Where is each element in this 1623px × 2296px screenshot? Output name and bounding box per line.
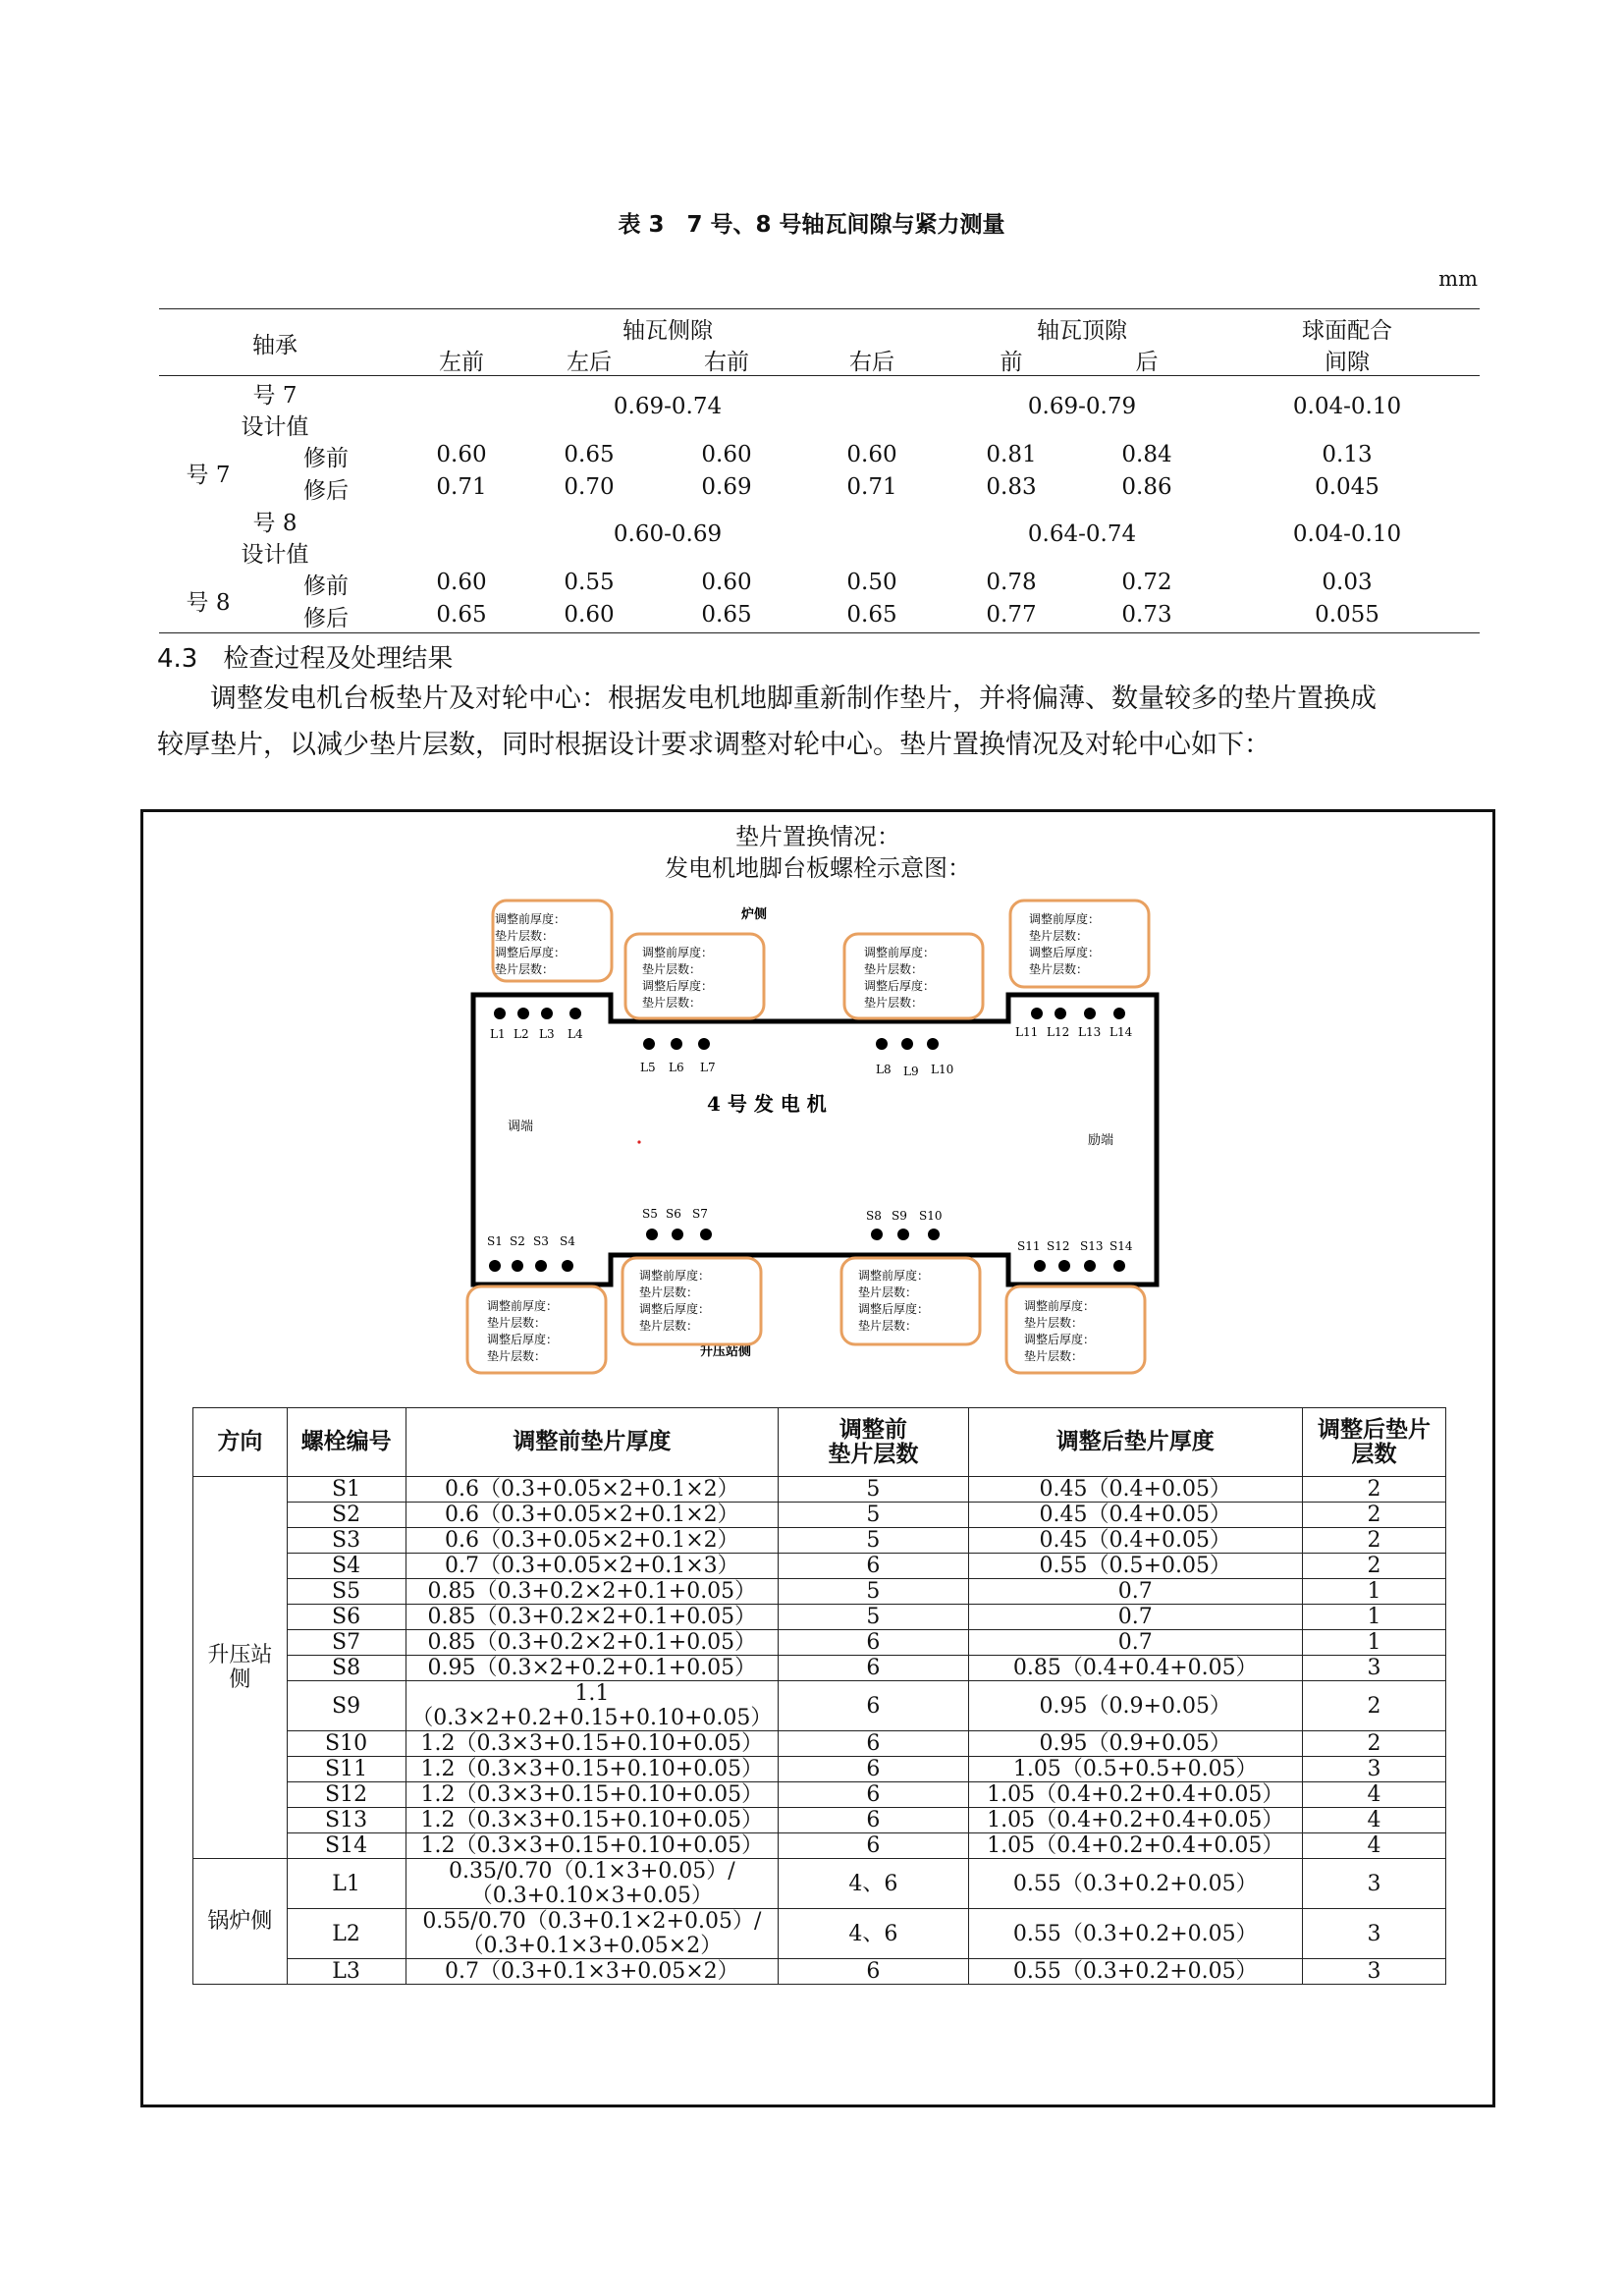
table3-cell: 0.69-0.74 <box>613 394 723 419</box>
before-layers-cell: 6 <box>779 1782 968 1808</box>
table3-cell: 0.77 <box>986 602 1037 628</box>
table3-cell: 号 7 <box>252 383 298 409</box>
box-text: 调整后厚度： <box>1024 1333 1096 1346</box>
before-thickness-cell: 0.6（0.3+0.05×2+0.1×2） <box>406 1477 779 1503</box>
before-layers-cell: 5 <box>779 1605 968 1630</box>
table-row <box>193 1630 1446 1656</box>
table-row <box>193 1477 1446 1503</box>
after-layers-cell: 1 <box>1302 1605 1445 1630</box>
box-text: 垫片层数： <box>1024 1316 1084 1330</box>
box-text: 调整后厚度： <box>487 1333 559 1346</box>
box-text: 调整后厚度： <box>639 1302 711 1316</box>
bolt-label: L5 <box>640 1061 656 1074</box>
table3-sub-header: 右前 <box>704 350 749 375</box>
box-text: 垫片层数： <box>858 1285 918 1299</box>
table3-cell: 设计值 <box>241 542 309 568</box>
bolt-dot <box>927 1038 939 1050</box>
table3-sub-header: 左后 <box>567 350 612 375</box>
bolt-dot <box>928 1229 940 1240</box>
after-thickness-cell: 0.45（0.4+0.05） <box>968 1477 1302 1503</box>
box-text: 垫片层数： <box>858 1319 918 1333</box>
table3-cell: 设计值 <box>241 414 309 440</box>
table3-row-label: 修后 <box>303 478 349 504</box>
bolt-dot <box>698 1038 710 1050</box>
bolt-label: S13 <box>1080 1239 1104 1253</box>
box-text: 调整后厚度： <box>864 979 936 993</box>
bolt-label: S4 <box>560 1234 575 1248</box>
after-layers-cell: 3 <box>1302 1757 1445 1782</box>
table-row <box>193 1959 1446 1985</box>
box-text: 垫片层数： <box>864 962 924 976</box>
table3-ball-header-2: 间隙 <box>1325 350 1370 375</box>
before-layers-cell: 6 <box>779 1656 968 1681</box>
table3-cell: 0.045 <box>1315 474 1380 500</box>
header-after-layers: 调整后垫片 层数 <box>1302 1408 1445 1477</box>
after-thickness-cell: 0.95（0.9+0.05） <box>968 1731 1302 1757</box>
after-thickness-cell: 0.55（0.3+0.2+0.05） <box>968 1909 1302 1959</box>
before-thickness-cell: 1.2（0.3×3+0.15+0.10+0.05） <box>406 1808 779 1833</box>
before-layers-cell: 6 <box>779 1808 968 1833</box>
after-thickness-cell: 0.7 <box>968 1630 1302 1656</box>
table3-cell: 0.65 <box>846 602 897 628</box>
box-text: 垫片层数： <box>639 1319 699 1333</box>
left-end-label: 调端 <box>508 1120 534 1134</box>
after-thickness-cell: 1.05（0.4+0.2+0.4+0.05） <box>968 1808 1302 1833</box>
before-thickness-cell: 0.6（0.3+0.05×2+0.1×2） <box>406 1503 779 1528</box>
box-text: 调整后厚度： <box>495 946 567 959</box>
bolt-dot <box>535 1260 547 1272</box>
after-layers-cell: 4 <box>1302 1833 1445 1859</box>
bolt-label: L4 <box>568 1027 583 1041</box>
bolt-dot <box>1034 1260 1046 1272</box>
marker-dot <box>637 1140 640 1143</box>
table3-cell: 0.13 <box>1322 442 1373 467</box>
header-before-thickness: 调整前垫片厚度 <box>406 1408 779 1477</box>
before-layers-cell: 6 <box>779 1554 968 1579</box>
before-thickness-cell: 1.1（0.3×2+0.2+0.15+0.10+0.05） <box>406 1681 779 1731</box>
table3-cell: 0.64-0.74 <box>1027 521 1137 547</box>
table3-cell: 0.04-0.10 <box>1292 521 1402 547</box>
table3-cell: 0.73 <box>1121 602 1172 628</box>
box-text: 垫片层数： <box>642 996 702 1010</box>
bolt-no-cell: S10 <box>287 1731 406 1757</box>
after-thickness-cell: 0.7 <box>968 1605 1302 1630</box>
bolt-label: L12 <box>1047 1025 1070 1039</box>
table3-sub-header: 前 <box>1000 350 1023 375</box>
after-thickness-cell: 0.45（0.4+0.05） <box>968 1528 1302 1554</box>
bolt-label: L3 <box>539 1027 555 1041</box>
table-row <box>193 1681 1446 1731</box>
before-thickness-cell: 1.2（0.3×3+0.15+0.10+0.05） <box>406 1833 779 1859</box>
before-thickness-cell: 0.7（0.3+0.05×2+0.1×3） <box>406 1554 779 1579</box>
bolt-no-cell: S14 <box>287 1833 406 1859</box>
bolt-dot <box>1113 1260 1125 1272</box>
after-layers-cell: 3 <box>1302 1959 1445 1985</box>
bolt-label: S14 <box>1109 1239 1133 1253</box>
table3-cell: 号 8 <box>252 511 298 536</box>
table3-sub-header: 左前 <box>439 350 484 375</box>
table3-cell: 0.65 <box>701 602 752 628</box>
bolt-no-cell: S6 <box>287 1605 406 1630</box>
table3-cell: 0.50 <box>846 570 897 595</box>
table-row <box>193 1731 1446 1757</box>
box-text: 垫片层数： <box>1024 1349 1084 1363</box>
after-thickness-cell: 0.7 <box>968 1579 1302 1605</box>
box-text: 调整前厚度： <box>487 1299 559 1313</box>
shim-table <box>192 1407 1446 1985</box>
after-layers-cell: 3 <box>1302 1909 1445 1959</box>
table3-ball-header-1: 球面配合 <box>1302 318 1392 344</box>
table3-cell: 0.60-0.69 <box>613 521 723 547</box>
bolt-dot <box>871 1229 883 1240</box>
after-thickness-cell: 0.95（0.9+0.05） <box>968 1681 1302 1731</box>
bolt-no-cell: S1 <box>287 1477 406 1503</box>
after-thickness-cell: 0.55（0.3+0.2+0.05） <box>968 1959 1302 1985</box>
box-text: 垫片层数： <box>495 962 555 976</box>
bolt-label: S6 <box>666 1207 681 1221</box>
bolt-dot <box>1084 1008 1096 1019</box>
before-layers-cell: 5 <box>779 1528 968 1554</box>
figure-caption: 垫片置换情况： <box>735 823 900 850</box>
before-layers-cell: 6 <box>779 1630 968 1656</box>
after-thickness-cell: 0.55（0.3+0.2+0.05） <box>968 1859 1302 1909</box>
table3-cell: 0.86 <box>1121 474 1172 500</box>
bolt-dot <box>1055 1008 1066 1019</box>
bolt-dot <box>562 1260 573 1272</box>
bolt-dot <box>643 1038 655 1050</box>
after-layers-cell: 4 <box>1302 1782 1445 1808</box>
table-row <box>193 1656 1446 1681</box>
table-row <box>193 1757 1446 1782</box>
header-before-layers: 调整前 垫片层数 <box>779 1408 968 1477</box>
before-layers-cell: 6 <box>779 1757 968 1782</box>
paragraph-line: 调整发电机台板垫片及对轮中心：根据发电机地脚重新制作垫片，并将偏薄、数量较多的垫片置换成 <box>157 683 1377 714</box>
box-text: 调整前厚度： <box>1029 912 1101 926</box>
table-row <box>193 1579 1446 1605</box>
bolt-dot <box>512 1260 523 1272</box>
box-text: 垫片层数： <box>639 1285 699 1299</box>
bolt-dot <box>1058 1260 1070 1272</box>
table-row <box>193 1528 1446 1554</box>
bolt-label: S12 <box>1047 1239 1070 1253</box>
table3-cell: 0.78 <box>986 570 1037 595</box>
bolt-label: L11 <box>1015 1025 1039 1039</box>
table3-cell: 0.72 <box>1121 570 1172 595</box>
box-text: 调整前厚度： <box>1024 1299 1096 1313</box>
table3-cell: 0.84 <box>1121 442 1172 467</box>
bolt-dot <box>541 1008 553 1019</box>
table-row <box>193 1605 1446 1630</box>
after-thickness-cell: 1.05（0.4+0.2+0.4+0.05） <box>968 1782 1302 1808</box>
bolt-label: S7 <box>692 1207 708 1221</box>
table3-side-header: 轴瓦侧隙 <box>622 318 713 344</box>
before-thickness-cell: 0.6（0.3+0.05×2+0.1×2） <box>406 1528 779 1554</box>
table3-group-label: 号 8 <box>186 590 231 616</box>
before-thickness-cell: 0.55/0.70（0.3+0.1×2+0.05）/ （0.3+0.1×3+0.05×2） <box>406 1909 779 1959</box>
bolt-no-cell: S2 <box>287 1503 406 1528</box>
bolt-dot <box>901 1038 913 1050</box>
bolt-dot <box>876 1038 888 1050</box>
after-thickness-cell: 1.05（0.5+0.5+0.05） <box>968 1757 1302 1782</box>
before-layers-cell: 4、6 <box>779 1859 968 1909</box>
after-layers-cell: 4 <box>1302 1808 1445 1833</box>
bolt-no-cell: S9 <box>287 1681 406 1731</box>
after-layers-cell: 1 <box>1302 1579 1445 1605</box>
after-thickness-cell: 0.45（0.4+0.05） <box>968 1503 1302 1528</box>
table3-row-label: 修前 <box>303 446 349 471</box>
figure-caption: 发电机地脚台板螺栓示意图： <box>665 854 971 882</box>
table-row <box>193 1833 1446 1859</box>
box-text: 垫片层数： <box>1029 929 1089 943</box>
before-thickness-cell: 0.7（0.3+0.1×3+0.05×2） <box>406 1959 779 1985</box>
paragraph-line: 较厚垫片，以减少垫片层数，同时根据设计要求调整对轮中心。垫片置换情况及对轮中心如下： <box>157 730 1271 760</box>
after-layers-cell: 2 <box>1302 1554 1445 1579</box>
bolt-no-cell: S12 <box>287 1782 406 1808</box>
table3-cell: 0.055 <box>1315 602 1380 628</box>
table-row <box>193 1859 1446 1909</box>
bolt-dot <box>494 1008 506 1019</box>
after-layers-cell: 2 <box>1302 1503 1445 1528</box>
bolt-no-cell: S7 <box>287 1630 406 1656</box>
table3-row-label: 修后 <box>303 606 349 631</box>
before-layers-cell: 6 <box>779 1681 968 1731</box>
before-thickness-cell: 1.2（0.3×3+0.15+0.10+0.05） <box>406 1782 779 1808</box>
table-row <box>193 1909 1446 1959</box>
bolt-label: L8 <box>876 1063 892 1076</box>
after-layers-cell: 3 <box>1302 1656 1445 1681</box>
table3-cell: 0.60 <box>564 602 615 628</box>
bolt-dot <box>700 1229 712 1240</box>
bolt-no-cell: L2 <box>287 1909 406 1959</box>
before-thickness-cell: 1.2（0.3×3+0.15+0.10+0.05） <box>406 1757 779 1782</box>
bolt-label: S3 <box>533 1234 549 1248</box>
section-heading: 4.3 检查过程及处理结果 <box>157 644 454 674</box>
bolt-dot <box>897 1229 909 1240</box>
generator-label: 4 号 发 电 机 <box>707 1092 827 1116</box>
box-text: 调整前厚度： <box>495 912 567 926</box>
bolt-dot <box>646 1229 658 1240</box>
header-direction: 方向 <box>193 1408 288 1477</box>
box-text: 垫片层数： <box>495 929 555 943</box>
table3-cell: 0.60 <box>436 570 487 595</box>
box-text: 垫片层数： <box>864 996 924 1010</box>
before-layers-cell: 6 <box>779 1731 968 1757</box>
bolt-no-cell: S13 <box>287 1808 406 1833</box>
table-row <box>193 1808 1446 1833</box>
table3-row-label: 修前 <box>303 574 349 599</box>
bolt-no-cell: S8 <box>287 1656 406 1681</box>
header-bolt-no: 螺栓编号 <box>287 1408 406 1477</box>
bolt-dot <box>489 1260 501 1272</box>
after-layers-cell: 1 <box>1302 1630 1445 1656</box>
table3-bearing-header: 轴承 <box>252 333 298 358</box>
direction-cell: 锅炉侧 <box>193 1859 288 1985</box>
after-thickness-cell: 1.05（0.4+0.2+0.4+0.05） <box>968 1833 1302 1859</box>
before-layers-cell: 5 <box>779 1579 968 1605</box>
before-thickness-cell: 0.85（0.3+0.2×2+0.1+0.05） <box>406 1579 779 1605</box>
bolt-label: S9 <box>892 1209 907 1223</box>
bolt-dot <box>517 1008 529 1019</box>
before-thickness-cell: 0.35/0.70（0.1×3+0.05）/ （0.3+0.10×3+0.05） <box>406 1859 779 1909</box>
bolt-label: L2 <box>514 1027 529 1041</box>
bolt-label: L14 <box>1109 1025 1133 1039</box>
table3-cell: 0.55 <box>564 570 615 595</box>
table3-group-label: 号 7 <box>186 463 231 488</box>
bolt-label: L6 <box>669 1061 684 1074</box>
table3-unit: mm <box>1438 267 1478 291</box>
table3-sub-header: 右后 <box>849 350 894 375</box>
bolt-no-cell: L3 <box>287 1959 406 1985</box>
table3-cell: 0.69-0.79 <box>1027 394 1137 419</box>
table-row <box>193 1503 1446 1528</box>
table-row <box>193 1554 1446 1579</box>
right-end-label: 励端 <box>1088 1133 1114 1148</box>
bolt-label: S2 <box>510 1234 525 1248</box>
table3-cell: 0.70 <box>564 474 615 500</box>
table3-cell: 0.60 <box>701 442 752 467</box>
table3-title: 表 3 7 号、8 号轴瓦间隙与紧力测量 <box>618 212 1005 238</box>
bolt-label: L10 <box>931 1063 954 1076</box>
bolt-dot <box>1113 1008 1125 1019</box>
bolt-label: S11 <box>1017 1239 1041 1253</box>
bolt-dot <box>1084 1260 1096 1272</box>
table-row <box>193 1782 1446 1808</box>
bolt-label: S1 <box>487 1234 503 1248</box>
before-layers-cell: 5 <box>779 1477 968 1503</box>
direction-cell: 升压站 侧 <box>193 1477 288 1859</box>
before-layers-cell: 6 <box>779 1833 968 1859</box>
box-text: 调整后厚度： <box>1029 946 1101 959</box>
table3-cell: 0.65 <box>564 442 615 467</box>
table3-cell: 0.71 <box>846 474 897 500</box>
box-text: 调整后厚度： <box>642 979 714 993</box>
bolt-dot <box>1031 1008 1043 1019</box>
box-text: 垫片层数： <box>487 1316 547 1330</box>
before-thickness-cell: 1.2（0.3×3+0.15+0.10+0.05） <box>406 1731 779 1757</box>
after-layers-cell: 2 <box>1302 1731 1445 1757</box>
after-layers-cell: 2 <box>1302 1528 1445 1554</box>
table3-sub-header: 后 <box>1135 350 1159 375</box>
before-layers-cell: 5 <box>779 1503 968 1528</box>
after-layers-cell: 2 <box>1302 1681 1445 1731</box>
bolt-dot <box>671 1038 682 1050</box>
station-side-label: 升压站侧 <box>700 1344 752 1359</box>
table3-cell: 0.65 <box>436 602 487 628</box>
bolt-label: S10 <box>919 1209 943 1223</box>
table3-cell: 0.60 <box>701 570 752 595</box>
bolt-dot <box>569 1008 581 1019</box>
table3-cell: 0.83 <box>986 474 1037 500</box>
table-header-row <box>193 1408 1446 1477</box>
box-text: 垫片层数： <box>1029 962 1089 976</box>
bolt-no-cell: S3 <box>287 1528 406 1554</box>
before-thickness-cell: 0.85（0.3+0.2×2+0.1+0.05） <box>406 1630 779 1656</box>
box-text: 调整前厚度： <box>864 946 936 959</box>
after-layers-cell: 2 <box>1302 1477 1445 1503</box>
table3-cell: 0.03 <box>1322 570 1373 595</box>
table3-cell: 0.60 <box>846 442 897 467</box>
after-layers-cell: 3 <box>1302 1859 1445 1909</box>
after-thickness-cell: 0.85（0.4+0.4+0.05） <box>968 1656 1302 1681</box>
box-text: 调整前厚度： <box>858 1269 930 1283</box>
table3-cell: 0.60 <box>436 442 487 467</box>
before-thickness-cell: 0.95（0.3×2+0.2+0.1+0.05） <box>406 1656 779 1681</box>
box-text: 垫片层数： <box>642 962 702 976</box>
bolt-label: S8 <box>866 1209 882 1223</box>
bolt-label: S5 <box>642 1207 658 1221</box>
box-text: 调整前厚度： <box>639 1269 711 1283</box>
bolt-label: L7 <box>700 1061 716 1074</box>
bolt-no-cell: S5 <box>287 1579 406 1605</box>
bolt-label: L9 <box>903 1065 919 1078</box>
before-thickness-cell: 0.85（0.3+0.2×2+0.1+0.05） <box>406 1605 779 1630</box>
bolt-label: L1 <box>490 1027 506 1041</box>
bolt-no-cell: S4 <box>287 1554 406 1579</box>
after-thickness-cell: 0.55（0.5+0.05） <box>968 1554 1302 1579</box>
table3-top-header: 轴瓦顶隙 <box>1037 318 1127 344</box>
bolt-label: L13 <box>1078 1025 1102 1039</box>
before-layers-cell: 4、6 <box>779 1909 968 1959</box>
before-layers-cell: 6 <box>779 1959 968 1985</box>
bolt-dot <box>672 1229 683 1240</box>
box-text: 垫片层数： <box>487 1349 547 1363</box>
box-text: 调整后厚度： <box>858 1302 930 1316</box>
bolt-no-cell: S11 <box>287 1757 406 1782</box>
bolt-no-cell: L1 <box>287 1859 406 1909</box>
table3-cell: 0.69 <box>701 474 752 500</box>
box-text: 调整前厚度： <box>642 946 714 959</box>
table3-cell: 0.81 <box>986 442 1037 467</box>
header-after-thickness: 调整后垫片厚度 <box>968 1408 1302 1477</box>
boiler-side-label: 炉侧 <box>741 907 768 922</box>
table3-cell: 0.71 <box>436 474 487 500</box>
table3-cell: 0.04-0.10 <box>1292 394 1402 419</box>
